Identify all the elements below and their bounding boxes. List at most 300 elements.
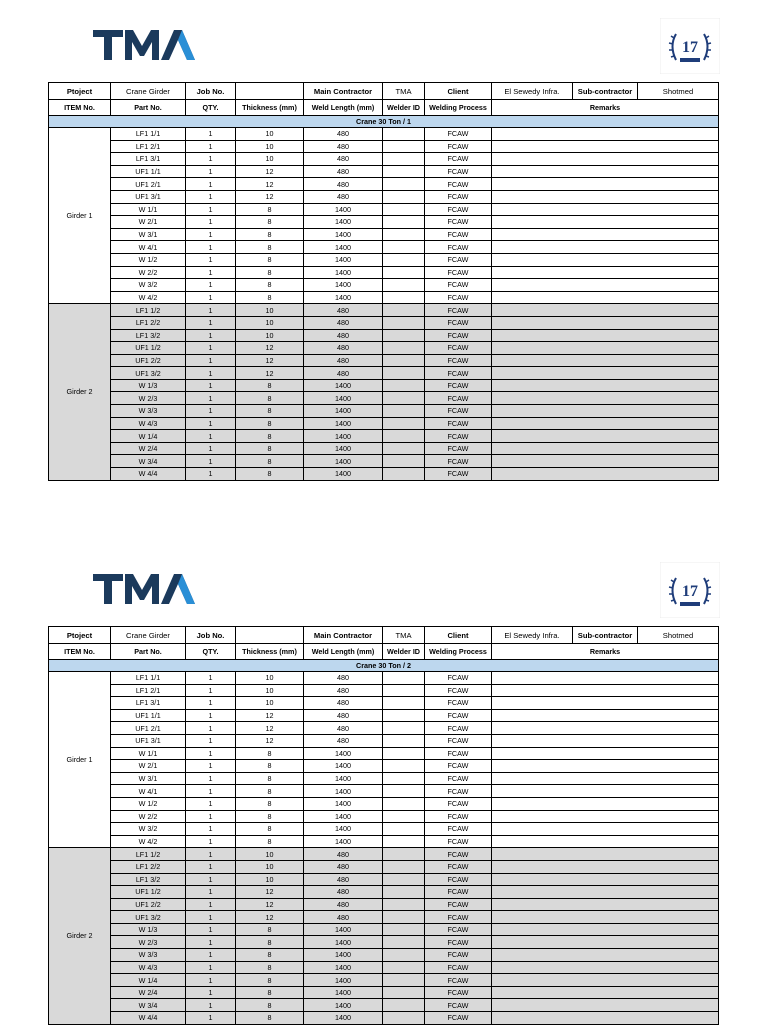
remarks-cell (492, 672, 719, 685)
part-no: W 3/4 (111, 455, 186, 468)
table-row (49, 709, 719, 722)
column-header: Weld Length (mm) (304, 100, 383, 116)
remarks-cell (492, 329, 719, 342)
qty: 1 (186, 1012, 236, 1025)
client-value: El Sewedy Infra. (492, 83, 573, 100)
table-row (49, 228, 719, 241)
weld-length: 1400 (304, 772, 383, 785)
table-row (49, 772, 719, 785)
weld-length: 480 (304, 860, 383, 873)
qty: 1 (186, 923, 236, 936)
part-no: W 4/2 (111, 291, 186, 304)
section-title: Crane 30 Ton / 1 (49, 116, 719, 128)
remarks-cell (492, 165, 719, 178)
part-no: UF1 3/2 (111, 911, 186, 924)
weld-length: 480 (304, 697, 383, 710)
welder-id (383, 747, 425, 760)
welder-id (383, 178, 425, 191)
part-no: W 4/1 (111, 241, 186, 254)
part-no: W 1/2 (111, 797, 186, 810)
remarks-cell (492, 430, 719, 443)
main-contractor-label: Main Contractor (304, 627, 383, 644)
qty: 1 (186, 911, 236, 924)
welder-id (383, 430, 425, 443)
thickness: 8 (236, 430, 304, 443)
remarks-cell (492, 797, 719, 810)
tma-logo (93, 572, 197, 606)
welder-id (383, 442, 425, 455)
welding-process: FCAW (425, 709, 492, 722)
remarks-cell (492, 923, 719, 936)
qty: 1 (186, 216, 236, 229)
part-no: UF1 1/2 (111, 886, 186, 899)
weld-length: 480 (304, 709, 383, 722)
welder-id (383, 848, 425, 861)
welder-id (383, 860, 425, 873)
qty: 1 (186, 747, 236, 760)
welding-process: FCAW (425, 316, 492, 329)
welding-process: FCAW (425, 190, 492, 203)
welder-id (383, 797, 425, 810)
welding-process: FCAW (425, 442, 492, 455)
header-row (49, 83, 719, 100)
thickness: 12 (236, 354, 304, 367)
qty: 1 (186, 797, 236, 810)
remarks-cell (492, 697, 719, 710)
girder-label: Girder 1 (49, 672, 111, 848)
weld-length: 1400 (304, 999, 383, 1012)
thickness: 8 (236, 442, 304, 455)
qty: 1 (186, 999, 236, 1012)
remarks-cell (492, 898, 719, 911)
welding-process: FCAW (425, 367, 492, 380)
table-row (49, 797, 719, 810)
table-row (49, 923, 719, 936)
weld-length: 1400 (304, 810, 383, 823)
welder-id (383, 923, 425, 936)
column-header: Part No. (111, 100, 186, 116)
remarks-cell (492, 722, 719, 735)
weld-length: 480 (304, 304, 383, 317)
welder-id (383, 936, 425, 949)
column-header: Welding Process (425, 644, 492, 660)
part-no: W 1/1 (111, 747, 186, 760)
part-no: W 2/1 (111, 216, 186, 229)
subcontractor-value: Shotmed (638, 627, 719, 644)
table-row (49, 153, 719, 166)
table-row (49, 329, 719, 342)
remarks-cell (492, 772, 719, 785)
table-row (49, 468, 719, 481)
thickness: 10 (236, 672, 304, 685)
remarks-cell (492, 342, 719, 355)
svg-text:17: 17 (682, 39, 698, 56)
girder-label: Girder 2 (49, 304, 111, 480)
weld-length: 480 (304, 734, 383, 747)
table-row (49, 165, 719, 178)
column-header-row (49, 644, 719, 660)
qty: 1 (186, 810, 236, 823)
welding-process: FCAW (425, 672, 492, 685)
report-sheet-2 (0, 544, 768, 1023)
remarks-cell (492, 974, 719, 987)
welder-id (383, 279, 425, 292)
weld-length: 1400 (304, 405, 383, 418)
welder-id (383, 316, 425, 329)
thickness: 12 (236, 734, 304, 747)
project-label: Ptoject (49, 83, 111, 100)
remarks-cell (492, 316, 719, 329)
subcontractor-label: Sub-contractor (573, 627, 638, 644)
report-sheet-1 (0, 0, 768, 479)
weld-length: 1400 (304, 1012, 383, 1025)
table-row (49, 986, 719, 999)
thickness: 10 (236, 873, 304, 886)
weld-length: 480 (304, 684, 383, 697)
welding-process: FCAW (425, 986, 492, 999)
table-row (49, 848, 719, 861)
welder-id (383, 772, 425, 785)
thickness: 8 (236, 797, 304, 810)
part-no: LF1 1/2 (111, 304, 186, 317)
qty: 1 (186, 190, 236, 203)
column-header: ITEM No. (49, 644, 111, 660)
remarks-cell (492, 468, 719, 481)
thickness: 12 (236, 911, 304, 924)
thickness: 8 (236, 961, 304, 974)
remarks-cell (492, 140, 719, 153)
welder-id (383, 253, 425, 266)
welding-process: FCAW (425, 128, 492, 141)
qty: 1 (186, 392, 236, 405)
welding-process: FCAW (425, 810, 492, 823)
part-no: UF1 1/1 (111, 709, 186, 722)
qty: 1 (186, 442, 236, 455)
svg-text:17: 17 (682, 583, 698, 600)
weld-length: 1400 (304, 974, 383, 987)
thickness: 8 (236, 216, 304, 229)
qty: 1 (186, 405, 236, 418)
table-row (49, 379, 719, 392)
qty: 1 (186, 734, 236, 747)
remarks-cell (492, 266, 719, 279)
weld-length: 1400 (304, 455, 383, 468)
weld-length: 480 (304, 354, 383, 367)
thickness: 10 (236, 153, 304, 166)
thickness: 8 (236, 253, 304, 266)
subcontractor-label: Sub-contractor (573, 83, 638, 100)
welder-id (383, 823, 425, 836)
table-row (49, 253, 719, 266)
project-value: Crane Girder (111, 627, 186, 644)
thickness: 12 (236, 886, 304, 899)
weld-length: 480 (304, 911, 383, 924)
welding-process: FCAW (425, 697, 492, 710)
column-header: Thickness (mm) (236, 644, 304, 660)
weld-length: 480 (304, 165, 383, 178)
remarks-cell (492, 216, 719, 229)
qty: 1 (186, 178, 236, 191)
thickness: 8 (236, 810, 304, 823)
thickness: 12 (236, 898, 304, 911)
weld-length: 480 (304, 153, 383, 166)
part-no: W 4/4 (111, 1012, 186, 1025)
part-no: W 2/4 (111, 442, 186, 455)
part-no: LF1 1/2 (111, 848, 186, 861)
thickness: 8 (236, 936, 304, 949)
welding-process: FCAW (425, 228, 492, 241)
weld-length: 480 (304, 367, 383, 380)
table-row (49, 860, 719, 873)
remarks-cell (492, 442, 719, 455)
table-row (49, 734, 719, 747)
remarks-cell (492, 304, 719, 317)
welder-id (383, 342, 425, 355)
weld-length: 1400 (304, 936, 383, 949)
weld-table (48, 82, 719, 481)
part-no: W 2/2 (111, 266, 186, 279)
table-row (49, 961, 719, 974)
table-row (49, 417, 719, 430)
logo-row (0, 0, 768, 82)
remarks-cell (492, 190, 719, 203)
qty: 1 (186, 936, 236, 949)
remarks-cell (492, 291, 719, 304)
part-no: UF1 3/1 (111, 734, 186, 747)
remarks-cell (492, 961, 719, 974)
welding-process: FCAW (425, 961, 492, 974)
weld-length: 480 (304, 190, 383, 203)
welder-id (383, 672, 425, 685)
welding-process: FCAW (425, 379, 492, 392)
welding-process: FCAW (425, 279, 492, 292)
girder-label: Girder 1 (49, 128, 111, 304)
thickness: 8 (236, 291, 304, 304)
column-header: Remarks (492, 644, 719, 660)
table-row (49, 722, 719, 735)
welder-id (383, 203, 425, 216)
remarks-cell (492, 709, 719, 722)
welder-id (383, 329, 425, 342)
weld-length: 1400 (304, 379, 383, 392)
welder-id (383, 354, 425, 367)
main-contractor-label: Main Contractor (304, 83, 383, 100)
welder-id (383, 760, 425, 773)
welder-id (383, 468, 425, 481)
welder-id (383, 734, 425, 747)
thickness: 12 (236, 165, 304, 178)
welding-process: FCAW (425, 392, 492, 405)
job-no-value (236, 627, 304, 644)
thickness: 8 (236, 241, 304, 254)
part-no: LF1 2/2 (111, 316, 186, 329)
qty: 1 (186, 986, 236, 999)
thickness: 12 (236, 367, 304, 380)
thickness: 8 (236, 835, 304, 848)
welder-id (383, 961, 425, 974)
thickness: 10 (236, 848, 304, 861)
thickness: 12 (236, 709, 304, 722)
remarks-cell (492, 367, 719, 380)
remarks-cell (492, 986, 719, 999)
remarks-cell (492, 823, 719, 836)
remarks-cell (492, 785, 719, 798)
remarks-cell (492, 253, 719, 266)
table-row (49, 873, 719, 886)
weld-length: 1400 (304, 430, 383, 443)
table-row (49, 747, 719, 760)
welder-id (383, 1012, 425, 1025)
welding-process: FCAW (425, 936, 492, 949)
thickness: 8 (236, 379, 304, 392)
thickness: 8 (236, 772, 304, 785)
welder-id (383, 405, 425, 418)
weld-length: 1400 (304, 986, 383, 999)
project-value: Crane Girder (111, 83, 186, 100)
part-no: UF1 2/2 (111, 898, 186, 911)
section-row (49, 660, 719, 672)
table-row (49, 455, 719, 468)
table-row (49, 684, 719, 697)
welding-process: FCAW (425, 722, 492, 735)
qty: 1 (186, 697, 236, 710)
thickness: 8 (236, 949, 304, 962)
remarks-cell (492, 848, 719, 861)
welding-process: FCAW (425, 772, 492, 785)
thickness: 8 (236, 999, 304, 1012)
welder-id (383, 911, 425, 924)
qty: 1 (186, 785, 236, 798)
remarks-cell (492, 760, 719, 773)
part-no: W 2/3 (111, 392, 186, 405)
weld-length: 480 (304, 342, 383, 355)
table-row (49, 835, 719, 848)
weld-length: 1400 (304, 823, 383, 836)
table-row (49, 178, 719, 191)
column-header-row (49, 100, 719, 116)
welding-process: FCAW (425, 468, 492, 481)
remarks-cell (492, 860, 719, 873)
welding-process: FCAW (425, 216, 492, 229)
qty: 1 (186, 722, 236, 735)
weld-table (48, 626, 719, 1025)
welder-id (383, 291, 425, 304)
qty: 1 (186, 772, 236, 785)
part-no: W 4/1 (111, 785, 186, 798)
qty: 1 (186, 898, 236, 911)
remarks-cell (492, 936, 719, 949)
remarks-cell (492, 128, 719, 141)
thickness: 8 (236, 228, 304, 241)
thickness: 8 (236, 392, 304, 405)
job-no-label: Job No. (186, 627, 236, 644)
part-no: LF1 3/2 (111, 873, 186, 886)
welding-process: FCAW (425, 417, 492, 430)
remarks-cell (492, 417, 719, 430)
qty: 1 (186, 430, 236, 443)
welder-id (383, 392, 425, 405)
welding-process: FCAW (425, 848, 492, 861)
weld-length: 480 (304, 886, 383, 899)
welder-id (383, 886, 425, 899)
welding-process: FCAW (425, 304, 492, 317)
qty: 1 (186, 354, 236, 367)
welding-process: FCAW (425, 974, 492, 987)
remarks-cell (492, 873, 719, 886)
qty: 1 (186, 455, 236, 468)
remarks-cell (492, 835, 719, 848)
welder-id (383, 722, 425, 735)
part-no: W 2/1 (111, 760, 186, 773)
welding-process: FCAW (425, 203, 492, 216)
welder-id (383, 228, 425, 241)
qty: 1 (186, 203, 236, 216)
weld-length: 480 (304, 722, 383, 735)
weld-length: 480 (304, 178, 383, 191)
welder-id (383, 697, 425, 710)
part-no: W 1/4 (111, 430, 186, 443)
table-row (49, 672, 719, 685)
column-header: Weld Length (mm) (304, 644, 383, 660)
remarks-cell (492, 810, 719, 823)
job-no-label: Job No. (186, 83, 236, 100)
thickness: 10 (236, 697, 304, 710)
welding-process: FCAW (425, 860, 492, 873)
part-no: LF1 1/1 (111, 672, 186, 685)
thickness: 8 (236, 823, 304, 836)
qty: 1 (186, 128, 236, 141)
qty: 1 (186, 949, 236, 962)
thickness: 12 (236, 342, 304, 355)
welder-id (383, 455, 425, 468)
table-row (49, 999, 719, 1012)
remarks-cell (492, 886, 719, 899)
table-row (49, 241, 719, 254)
qty: 1 (186, 153, 236, 166)
welding-process: FCAW (425, 140, 492, 153)
table-row (49, 1012, 719, 1025)
weld-length: 1400 (304, 835, 383, 848)
part-no: LF1 2/1 (111, 684, 186, 697)
part-no: W 3/3 (111, 405, 186, 418)
weld-length: 1400 (304, 241, 383, 254)
welding-process: FCAW (425, 430, 492, 443)
table-row (49, 974, 719, 987)
remarks-cell (492, 379, 719, 392)
qty: 1 (186, 684, 236, 697)
remarks-cell (492, 747, 719, 760)
anniversary-badge-icon (660, 562, 720, 618)
qty: 1 (186, 860, 236, 873)
welding-process: FCAW (425, 760, 492, 773)
part-no: W 2/3 (111, 936, 186, 949)
qty: 1 (186, 974, 236, 987)
column-header: QTY. (186, 644, 236, 660)
table-row (49, 140, 719, 153)
header-row (49, 627, 719, 644)
weld-length: 1400 (304, 760, 383, 773)
welder-id (383, 367, 425, 380)
part-no: W 1/3 (111, 379, 186, 392)
qty: 1 (186, 886, 236, 899)
weld-length: 480 (304, 672, 383, 685)
welder-id (383, 986, 425, 999)
qty: 1 (186, 304, 236, 317)
table-row (49, 898, 719, 911)
thickness: 8 (236, 266, 304, 279)
qty: 1 (186, 140, 236, 153)
part-no: W 3/4 (111, 999, 186, 1012)
